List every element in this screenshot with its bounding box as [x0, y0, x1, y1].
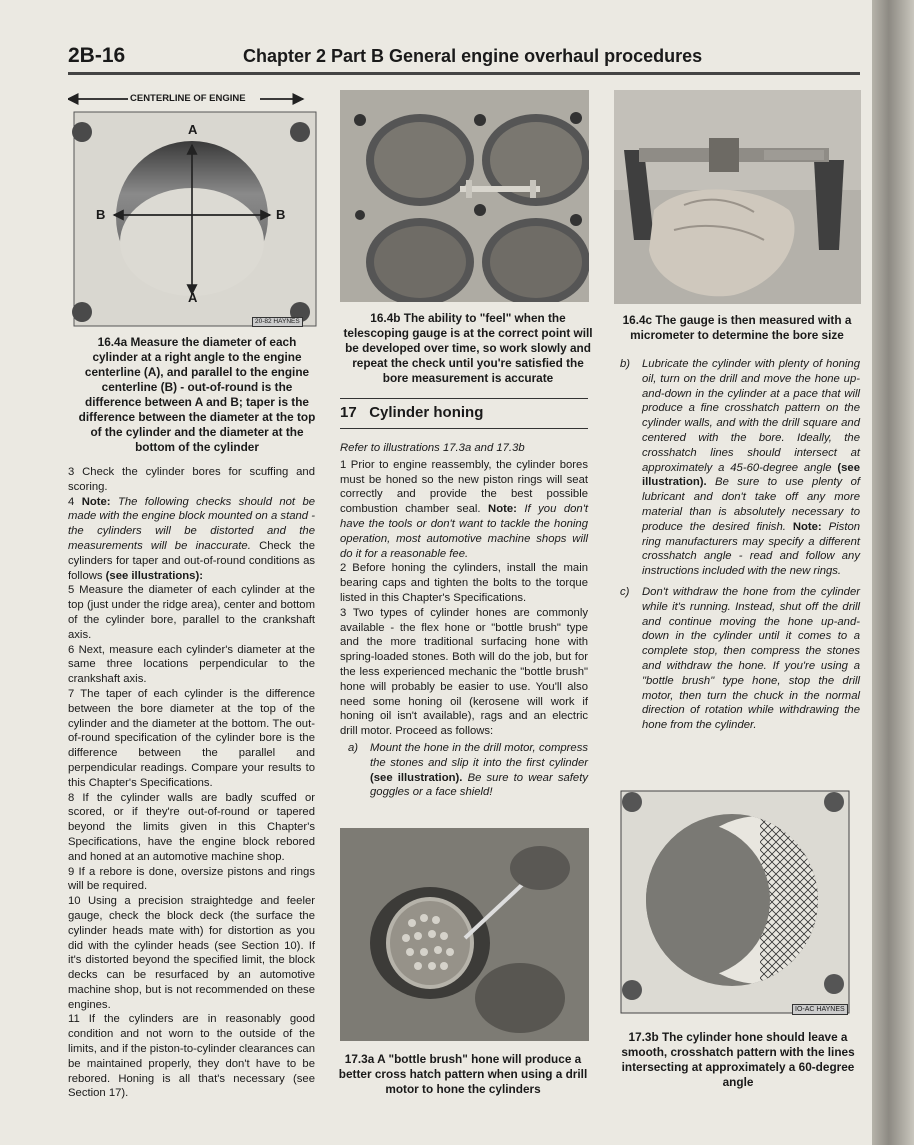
paragraph-9: 9 If a rebore is done, oversize pistons and rings will be required.	[68, 865, 315, 893]
chapter-title: Chapter 2 Part B General engine overhaul procedures	[243, 46, 703, 66]
label-b-right: B	[276, 207, 286, 222]
section-rule-bottom	[340, 428, 588, 429]
centerline-label: CENTERLINE OF ENGINE	[130, 93, 246, 104]
label-a-bottom: A	[188, 290, 198, 305]
caption-17-3a: 17.3a A "bottle brush" hone will produce a better cross hatch pattern when using a drill motor to hone the cylinders	[338, 1052, 588, 1096]
figure-17-3a	[340, 828, 589, 1041]
label-a-top: A	[188, 122, 198, 137]
section-rule-top	[340, 398, 588, 399]
figure-17-3b	[620, 790, 850, 1016]
caption-16-4a: 16.4a Measure the diameter of each cylinder at a right angle to the engine centerline (A), and parallel to the engine centerline (B) - out-of-round is the difference between A and B; taper is the difference between the diameter at the top of the cylinder and the diameter at the bottom of the cylinder	[78, 335, 316, 454]
caption-16-4c: 16.4c The gauge is then measured with a micrometer to determine the bore size	[622, 313, 852, 342]
page-number: 2B-16	[68, 44, 126, 67]
paragraph-4: 4 Note: The following checks should not be made with the engine block mounted on a stand - the cylinders will be distorted and the measurements will be inaccurate. Check the cylinders for taper and out-of-round conditions as follows (see illustrations):	[68, 495, 316, 582]
section-title: Cylinder honing	[369, 404, 484, 421]
left-column-text	[68, 465, 315, 1101]
paragraph-5: 5 Measure the diameter of each cylinder at the top (just under the ridge area), center and bottom of the cylinder bore, parallel to the crankshaft axis.	[68, 584, 315, 641]
section-heading	[340, 404, 483, 421]
section-number: 17	[340, 404, 357, 421]
honing-paragraph-1: 1 Prior to engine reassembly, the cylinder bores must be honed so the new piston rings will seat correctly and provide the best possible combustion chamber seal. Note: If you don't have the tools or don't want to tackle the honing operation, most automotive machine shops will do it for a reasonable fee.	[340, 458, 588, 560]
figure-16-4b	[340, 90, 589, 302]
illustration-reference: Refer to illustrations 17.3a and 17.3b	[340, 442, 525, 454]
paragraph-11: 11 If the cylinders are in reasonably good condition and not worn to the outside of the limits, and if the piston-to-cylinder clearances can be maintained properly, they don't have to be rebored. Honing is all that's necessary (see Section 17).	[68, 1013, 315, 1100]
page-edge	[872, 0, 914, 1145]
step-b: b) Lubricate the cylinder with plenty of honing oil, turn on the drill and move the hone up-and-down in the cylinder at a pace that will produce a fine crosshatch pattern on the cylinder walls, and with the drill square and centered with the bore. Ideally, the crosshatch lines should intersect at approximately a 45-60-degree angle (see illustration). Be sure to use plenty of lubricant and don't take off any more material than is absolutely necessary to produce the desired finish. Note: Piston ring manufacturers may specify a different crosshatch angle - read and follow any instructions included with the new rings.	[620, 358, 861, 578]
honing-paragraph-2: 2 Before honing the cylinders, install the main bearing caps and tighten the bolts to the torque listed in this Chapter's Specifications.	[340, 562, 588, 604]
paragraph-7: 7 The taper of each cylinder is the difference between the bore diameter at the top of the cylinder and the diameter at the bottom. The out-of-round specification of the cylinder bore is the difference between the parallel and perpendicular readings. Compare your results to this Chapter's Specifications.	[68, 687, 315, 789]
haynes-logo: IO-AC HAYNES	[792, 1004, 848, 1015]
paragraph-3: 3 Check the cylinder bores for scuffing and scoring.	[68, 466, 315, 493]
paragraph-10: 10 Using a precision straightedge and feeler gauge, check the block deck (the surface the cylinder heads mate with) for distortion as you did with the cylinder heads (see Section 10). If it's distorted beyond the specified limit, the block decks can be resurfaced by an automotive machine shop, but is not recommended on these engines.	[68, 895, 315, 1011]
right-column-text	[620, 357, 860, 733]
caption-17-3b: 17.3b The cylinder hone should leave a smooth, crosshatch pattern with the lines intersecting at approximately a 60-degree angle	[621, 1030, 855, 1089]
step-c: c) Don't withdraw the hone from the cylinder while it's running. Instead, shut off the drill and continue moving the hone up-and-down in the cylinder until it comes to a complete stop, then compress the stones and withdraw the hone. If you're using a "bottle brush" type hone, stop the drill motor, then turn the chuck in the normal direction of rotation while withdrawing the hone from the cylinder.	[620, 585, 860, 732]
figure-16-4c	[614, 90, 861, 304]
middle-column-text	[340, 441, 588, 800]
label-b-left: B	[96, 207, 106, 222]
honing-paragraph-3: 3 Two types of cylinder hones are commonly available - the flex hone or "bottle brush" type and the more traditional surfacing hone with spring-loaded stones. Both will do the job, but for the less experienced mechanic the "bottle brush" hone will probably be easier to use. You'll also need some honing oil (kerosene will work if honing oil isn't available), rags and an electric drill motor. Proceed as follows:	[340, 606, 588, 738]
haynes-logo: 20-82 HAYNES	[252, 317, 303, 327]
paragraph-6: 6 Next, measure each cylinder's diameter at the same three locations perpendicular to the crankshaft axis.	[68, 643, 315, 686]
caption-16-4b: 16.4b The ability to "feel" when the telescoping gauge is at the correct point will be developed over time, so work slowly and repeat the check until you're satisfied the bore measurement is accurate	[343, 311, 593, 385]
figure-16-4a	[68, 90, 320, 330]
paragraph-8: 8 If the cylinder walls are badly scuffed or scored, or if they're out-of-round or tapered beyond the limits given in this Chapter's Specifications, have the engine block rebored and honed at an automotive machine shop.	[68, 791, 315, 863]
header-rule	[68, 72, 860, 75]
step-a: a) Mount the hone in the drill motor, compress the stones and slip it into the first cylinder (see illustration). Be sure to wear safety goggles or a face shield!	[348, 741, 588, 799]
